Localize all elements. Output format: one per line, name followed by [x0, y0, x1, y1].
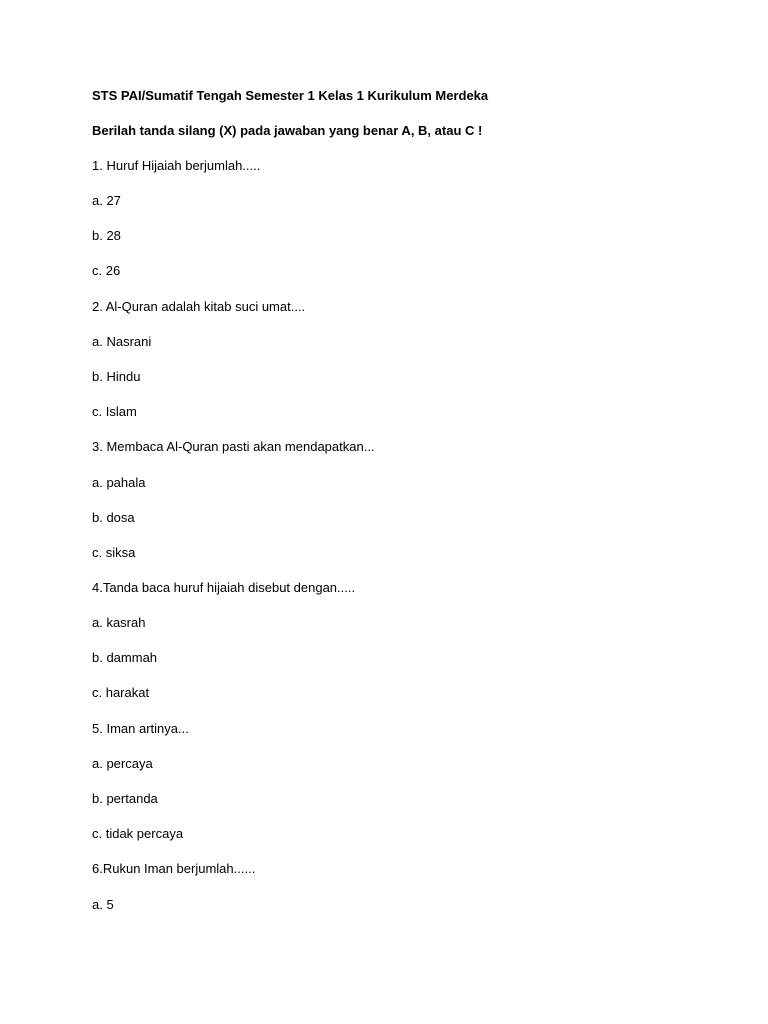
question-6-option-a: a. 5 [92, 897, 114, 912]
question-4-option-b: b. dammah [92, 650, 158, 665]
question-6: 6.Rukun Iman berjumlah...... [92, 861, 256, 876]
question-3-option-a: a. pahala [92, 475, 146, 490]
question-1-option-a: a. 27 [92, 193, 121, 208]
question-2-option-b: b. Hindu [92, 369, 141, 384]
question-1-option-c: c. 26 [92, 263, 121, 278]
instruction-text: Berilah tanda silang (X) pada jawaban yang benar A, B, atau C ! [92, 123, 483, 138]
question-3-option-b: b. dosa [92, 510, 135, 525]
question-4: 4.Tanda baca huruf hijaiah disebut dengan..... [92, 580, 356, 595]
question-4-option-c: c. harakat [92, 685, 150, 700]
question-4-option-a: a. kasrah [92, 615, 146, 630]
question-5: 5. Iman artinya... [92, 721, 189, 736]
question-1-option-b: b. 28 [92, 228, 121, 243]
question-1: 1. Huruf Hijaiah berjumlah..... [92, 158, 261, 173]
question-2-option-c: c. Islam [92, 404, 137, 419]
question-5-option-a: a. percaya [92, 756, 153, 771]
question-2: 2. Al-Quran adalah kitab suci umat.... [92, 299, 306, 314]
question-5-option-b: b. pertanda [92, 791, 158, 806]
question-3-option-c: c. siksa [92, 545, 136, 560]
document-title: STS PAI/Sumatif Tengah Semester 1 Kelas 1 Kurikulum Merdeka [92, 88, 489, 103]
question-2-option-a: a. Nasrani [92, 334, 152, 349]
question-3: 3. Membaca Al-Quran pasti akan mendapatkan... [92, 439, 375, 454]
question-5-option-c: c. tidak percaya [92, 826, 184, 841]
